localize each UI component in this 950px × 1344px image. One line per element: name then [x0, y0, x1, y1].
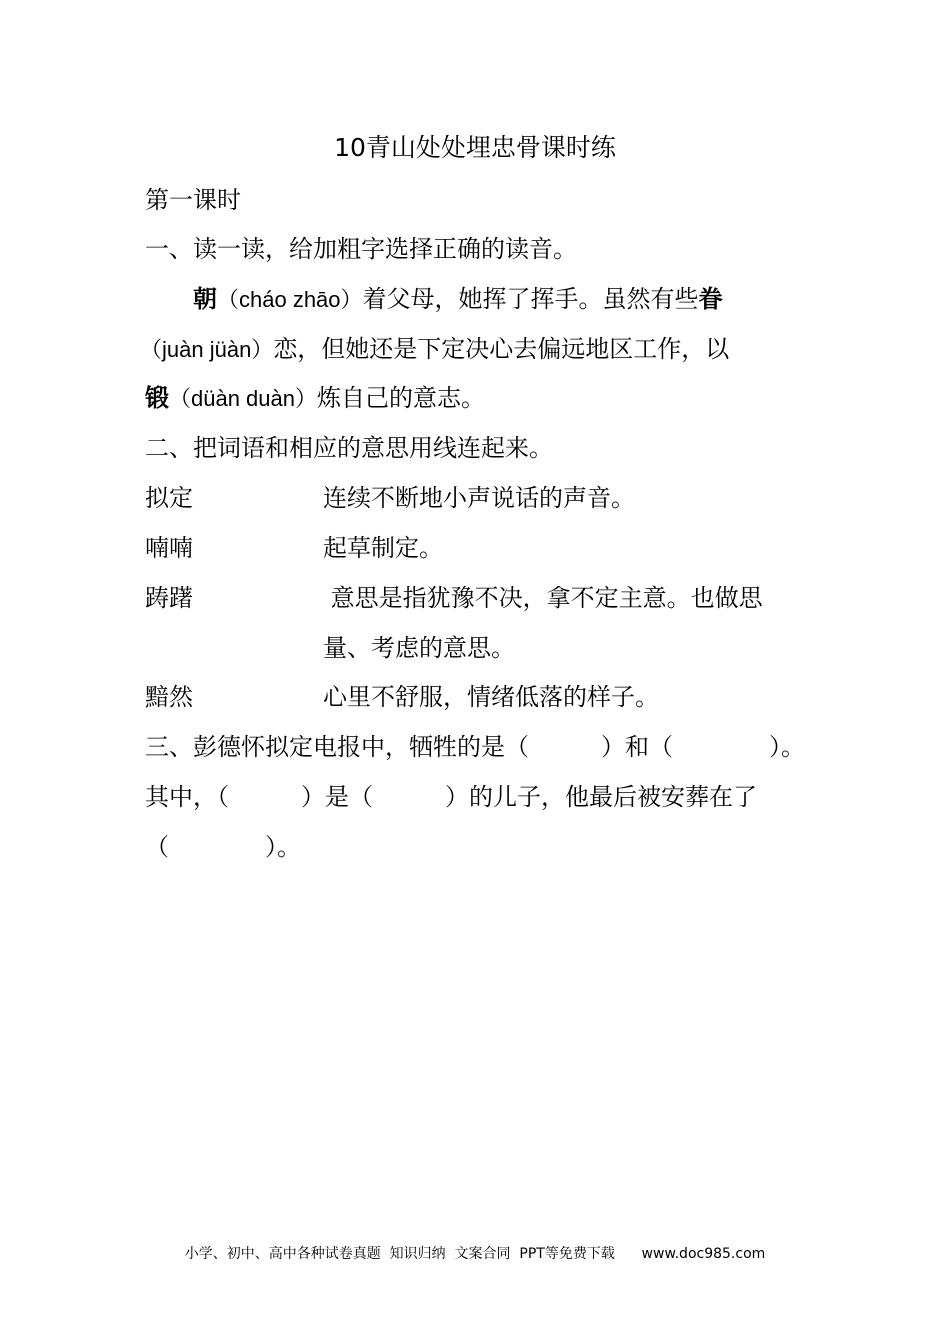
word-chouchu: 踌躇	[145, 584, 193, 612]
bold-char-juan: 眷	[698, 285, 723, 313]
q2-heading: 二、把词语和相应的意思用线连起来。	[145, 434, 553, 462]
bold-char-chao: 朝	[193, 285, 217, 313]
word-nannan: 喃喃	[145, 534, 193, 562]
q3-line-3: （ ）。	[145, 833, 301, 861]
q1-line-2	[140, 333, 729, 366]
q3-line-1: 三、彭德怀拟定电报中，牺牲的是（ ）和（ ）。	[145, 733, 805, 761]
pinyin-options-3: （düàn duàn）	[169, 386, 317, 411]
q1-line-1-text: 着父母，她挥了挥手。虽然有些	[362, 285, 699, 313]
page-footer: 小学、初中、高中各种试卷真题 知识归纳 文案合同 PPT等免费下载 www.doc985.com	[184, 1246, 766, 1262]
q1-line-2-text: 恋，但她还是下定决心去偏远地区工作，以	[273, 335, 730, 363]
q1-line-1	[193, 283, 723, 316]
q3-line-2: 其中，（ ）是（ ）的儿子，他最后被安葬在了	[145, 783, 757, 811]
word-anran: 黯然	[145, 683, 193, 711]
word-niding: 拟定	[145, 484, 193, 512]
q1-line-3	[145, 382, 485, 415]
meaning-4: 心里不舒服，情绪低落的样子。	[323, 683, 659, 711]
pinyin-options-1: （cháo zhāo）	[217, 287, 363, 312]
bold-char-duan: 锻	[145, 384, 169, 412]
q1-heading: 一、读一读，给加粗字选择正确的读音。	[145, 235, 577, 263]
pinyin-options-2: （juàn jüàn）	[140, 337, 274, 362]
meaning-3-cont: 量、考虑的意思。	[323, 634, 515, 662]
q1-line-3-text: 炼自己的意志。	[317, 384, 485, 412]
page-title: 10青山处处埋忠骨课时练	[334, 133, 616, 162]
lesson-label: 第一课时	[145, 186, 241, 214]
meaning-3: 意思是指犹豫不决，拿不定主意。也做思	[323, 584, 763, 612]
meaning-2: 起草制定。	[323, 534, 443, 562]
meaning-1: 连续不断地小声说话的声音。	[323, 484, 635, 512]
